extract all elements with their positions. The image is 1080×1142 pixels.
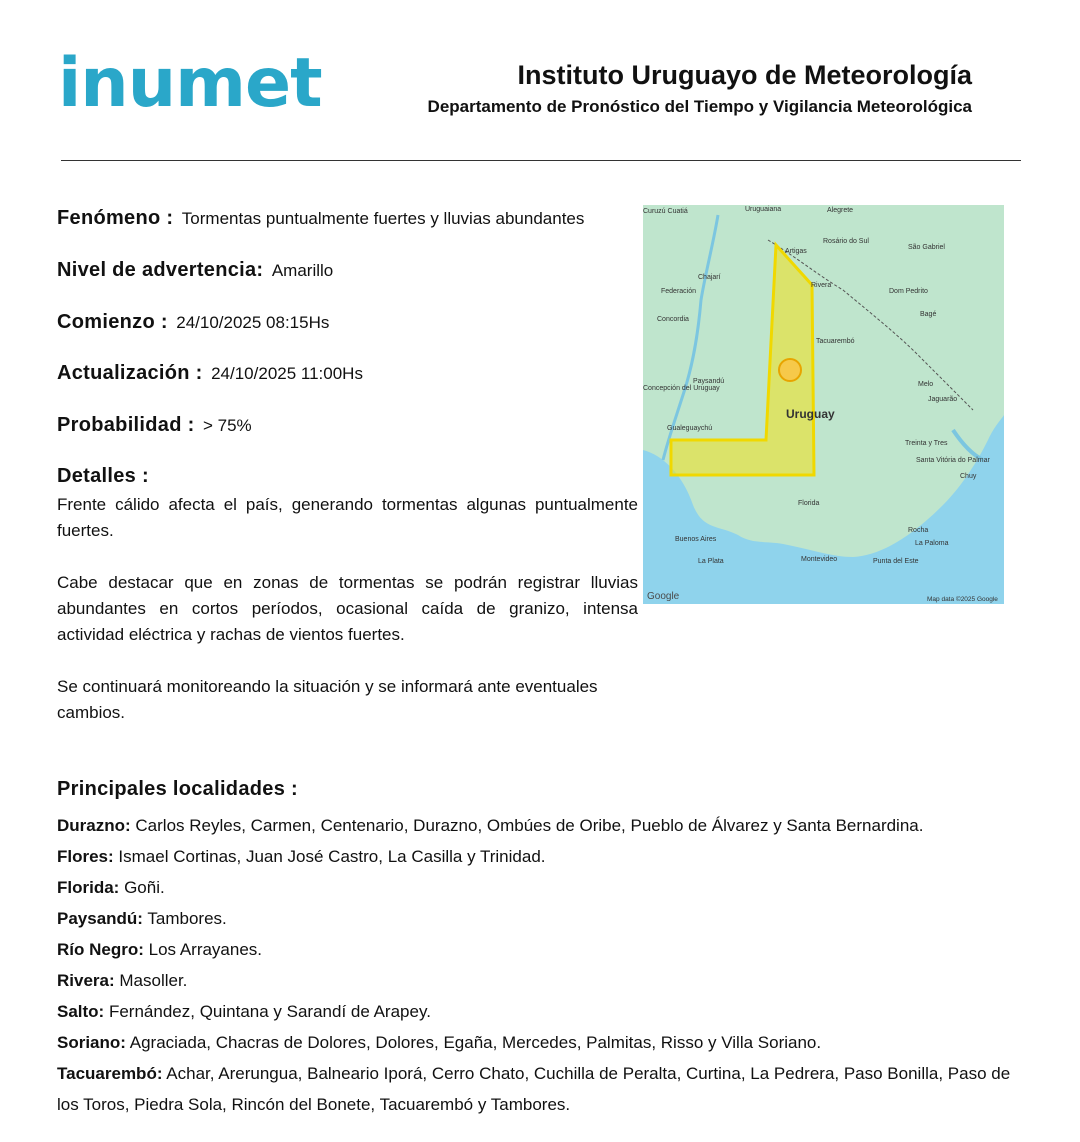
localidad-places: Masoller. (119, 971, 188, 990)
map-place: Alegrete (827, 207, 854, 214)
map-place: Tacuarembó (816, 338, 855, 345)
comienzo-row (57, 311, 329, 334)
map-place: Artigas (785, 248, 807, 255)
map-place: Paysandú (693, 378, 725, 385)
details-body (57, 492, 638, 752)
map-place: Concepción del Uruguay (643, 385, 720, 392)
localidad-row (57, 903, 1017, 934)
localidad-row (57, 996, 1017, 1027)
header-divider (61, 160, 1021, 161)
localidad-row (57, 965, 1017, 996)
localidad-places: Achar, Arerungua, Balneario Iporá, Cerro Chato, Cuchilla de Peralta, Curtina, La Pedrera, Paso Bonilla, Paso de los Toros, Piedra Sola, Rincón del Bonete, Tacuarembó y Tambores. (57, 1064, 1011, 1114)
map-place: Florida (798, 500, 820, 507)
comienzo-value: 24/10/2025 08:15Hs (176, 313, 330, 332)
map-place: Rivera (811, 282, 832, 289)
map-place: La Plata (698, 558, 724, 565)
probabilidad-row (57, 414, 252, 437)
localidad-row (57, 1058, 1017, 1120)
actualizacion-row (57, 362, 363, 385)
map-place: Federación (661, 288, 697, 295)
localidad-dept: Rivera: (57, 971, 115, 990)
probabilidad-label: Probabilidad : (57, 414, 195, 436)
map-place: Buenos Aires (675, 536, 717, 543)
map-place: Gualeguaychú (667, 425, 713, 432)
localidad-places: Goñi. (124, 878, 165, 897)
fenomeno-value: Tormentas puntualmente fuertes y lluvias abundantes (181, 209, 585, 228)
detalles-label: Detalles : (57, 465, 149, 487)
details-paragraph: Se continuará monitoreando la situación y se informará ante eventuales cambios. (57, 677, 598, 722)
actualizacion-value: 24/10/2025 11:00Hs (211, 364, 363, 383)
localidad-dept: Paysandú: (57, 909, 143, 928)
map-place: Santa Vitória do Palmar (916, 457, 990, 464)
warning-map (643, 205, 1004, 604)
detalles-row (57, 465, 149, 488)
map-place: Dom Pedrito (889, 288, 928, 295)
localidad-row (57, 841, 1017, 872)
localidad-dept: Tacuarembó: (57, 1064, 163, 1083)
department-title: Departamento de Pronóstico del Tiempo y Vigilancia Meteorológica (427, 97, 972, 116)
localidad-row (57, 934, 1017, 965)
fenomeno-row (57, 207, 584, 230)
map-place: Montevideo (801, 556, 838, 563)
localidades-heading: Principales localidades : (57, 778, 298, 800)
map-place: Melo (918, 381, 934, 388)
map-country-label: Uruguay (786, 407, 835, 421)
map-place: Uruguaiana (745, 206, 782, 213)
institute-title: Instituto Uruguayo de Meteorología (517, 60, 972, 90)
google-mark: Google (647, 591, 680, 602)
map-place: Chajarí (698, 274, 721, 281)
map-place: Rocha (908, 527, 929, 534)
map-place: Chuy (960, 473, 977, 480)
localidades-list (57, 810, 1017, 1120)
actualizacion-label: Actualización : (57, 362, 203, 384)
localidad-row (57, 1027, 1017, 1058)
map-place: La Paloma (915, 540, 949, 547)
map-place: Treinta y Tres (905, 440, 948, 447)
localidad-places: Ismael Cortinas, Juan José Castro, La Casilla y Trinidad. (118, 847, 546, 866)
details-paragraph: Frente cálido afecta el país, generando tormentas algunas puntualmente fuertes. (57, 495, 638, 540)
warning-map-svg (643, 205, 1004, 604)
map-place: Concordia (657, 316, 689, 323)
localidad-row (57, 810, 1017, 841)
localidad-places: Tambores. (147, 909, 227, 928)
nivel-value: Amarillo (271, 261, 334, 280)
map-place: São Gabriel (908, 244, 945, 251)
localidad-dept: Florida: (57, 878, 120, 897)
map-place: Bagé (920, 311, 937, 318)
localidad-places: Carlos Reyles, Carmen, Centenario, Durazno, Ombúes de Oribe, Pueblo de Álvarez y Santa Bernardina. (135, 816, 924, 835)
localidad-dept: Soriano: (57, 1033, 126, 1052)
map-place: Jaguarão (928, 396, 958, 403)
map-place: Rosário do Sul (823, 238, 869, 245)
comienzo-label: Comienzo : (57, 311, 168, 333)
localidad-dept: Durazno: (57, 816, 131, 835)
map-place: Curuzú Cuatiá (643, 208, 688, 215)
localidad-dept: Río Negro: (57, 940, 144, 959)
localidad-places: Los Arrayanes. (148, 940, 263, 959)
localidad-places: Agraciada, Chacras de Dolores, Dolores, Egaña, Mercedes, Palmitas, Risso y Villa Soriano. (129, 1033, 822, 1052)
localidad-row (57, 872, 1017, 903)
map-place: Punta del Este (873, 558, 919, 565)
localidad-dept: Salto: (57, 1002, 105, 1021)
localidad-places: Fernández, Quintana y Sarandí de Arapey. (108, 1002, 431, 1021)
map-credit: Map data ©2025 Google (927, 596, 998, 603)
probabilidad-value: > 75% (203, 416, 252, 435)
nivel-row (57, 259, 333, 282)
storm-icon (779, 359, 801, 381)
fenomeno-label: Fenómeno : (57, 207, 174, 229)
nivel-label: Nivel de advertencia: (57, 259, 264, 281)
inumet-logo: inumet (58, 44, 322, 123)
localidad-dept: Flores: (57, 847, 114, 866)
details-paragraph: Cabe destacar que en zonas de tormentas se podrán registrar lluvias abundantes en cortos períodos, ocasional caída de granizo, intensa actividad eléctrica y rachas de vientos fuertes. (57, 573, 638, 644)
